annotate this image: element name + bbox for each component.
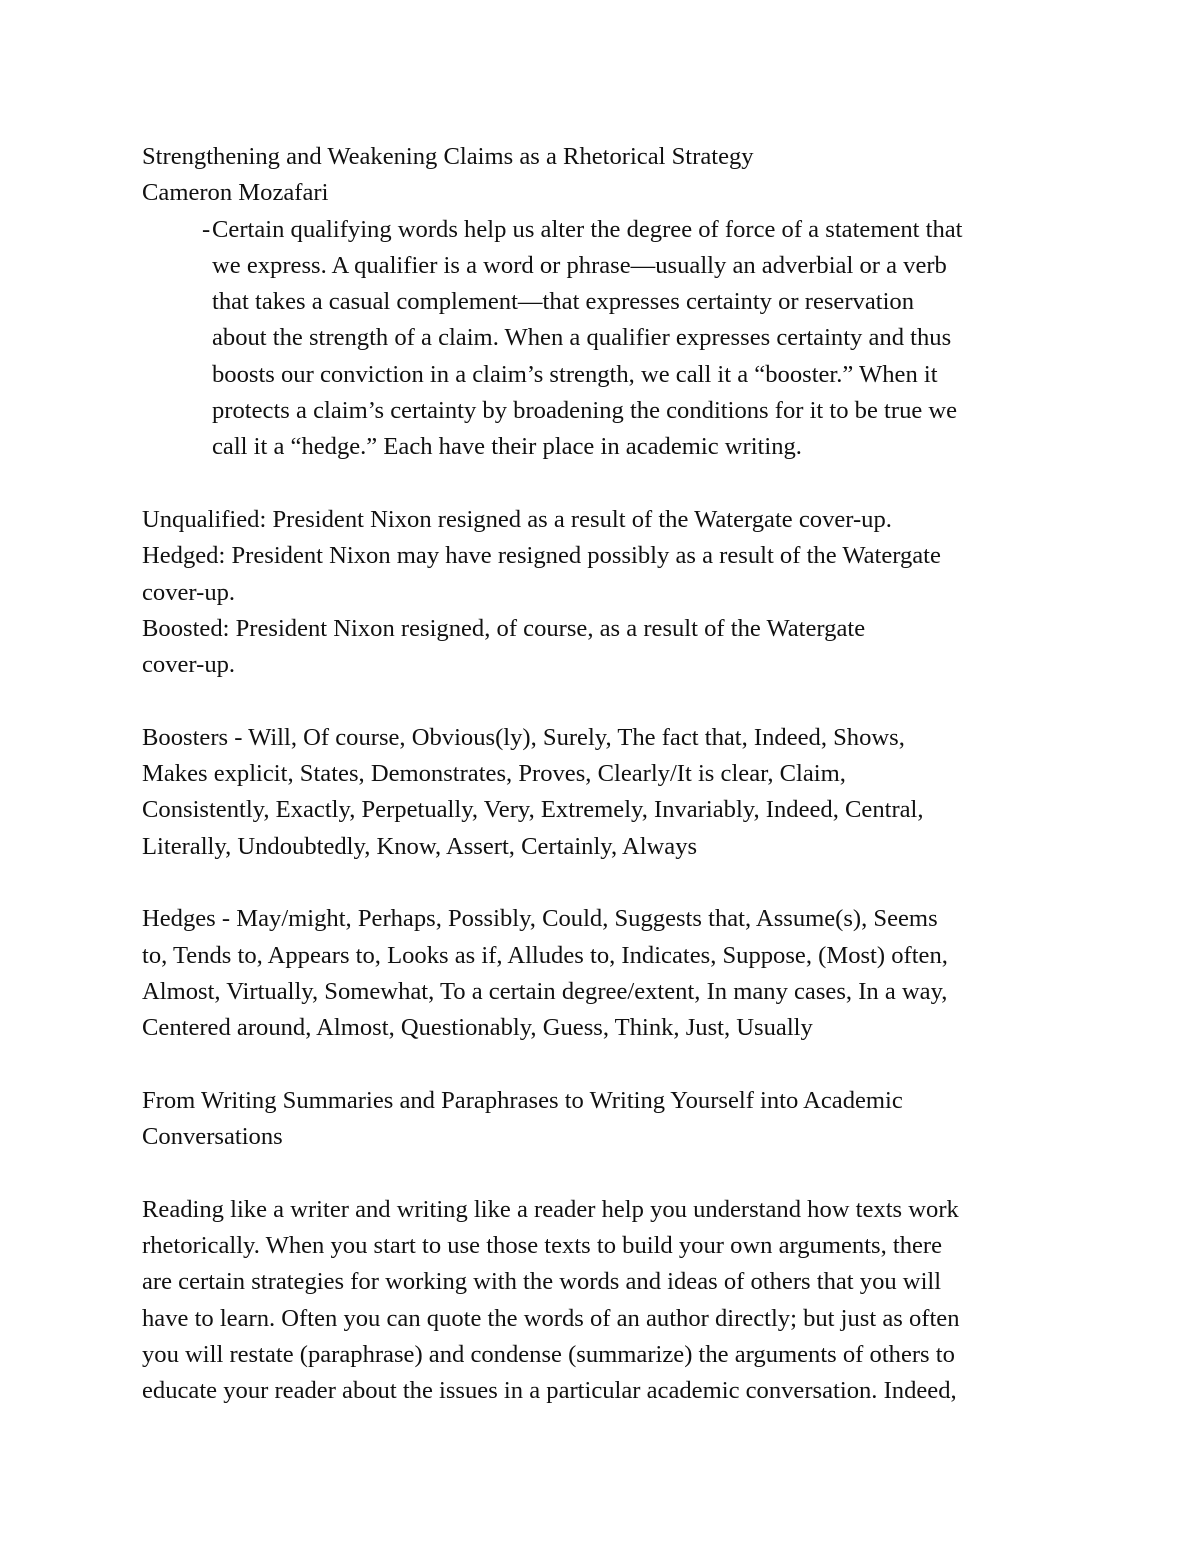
bullet-text xyxy=(212,212,1082,466)
document-author: Cameron Mozafari xyxy=(142,179,329,207)
paragraph-gap xyxy=(142,683,1082,719)
boosters-line: Makes explicit, States, Demonstrates, Proves, Clearly/It is clear, Claim, xyxy=(142,760,846,788)
body-line: rhetorically. When you start to use those texts to build your own arguments, there xyxy=(142,1231,943,1259)
example-hedged-cont: cover-up. xyxy=(142,578,236,606)
section-heading xyxy=(142,1083,1082,1156)
boosters-line: Literally, Undoubtedly, Know, Assert, Certainly, Always xyxy=(142,832,698,860)
document-page xyxy=(142,139,1082,1409)
hedges-line: Hedges - May/might, Perhaps, Possibly, Could, Suggests that, Assume(s), Seems xyxy=(142,905,938,933)
paragraph-gap xyxy=(142,865,1082,901)
bullet-line: that takes a casual complement—that expresses certainty or reservation xyxy=(212,288,915,316)
boosters-line: Boosters - Will, Of course, Obvious(ly), Surely, The fact that, Indeed, Shows, xyxy=(142,723,905,751)
bullet-line: protects a claim’s certainty by broadening the conditions for it to be true we xyxy=(212,397,958,425)
bullet-line: Certain qualifying words help us alter the degree of force of a statement that xyxy=(212,215,963,243)
section-heading-line: Conversations xyxy=(142,1123,283,1151)
body-line: educate your reader about the issues in a particular academic conversation. Indeed, xyxy=(142,1377,957,1405)
boosters-list xyxy=(142,720,1082,865)
examples-block xyxy=(142,502,1082,683)
hedges-list xyxy=(142,901,1082,1046)
body-line: have to learn. Often you can quote the words of an author directly; but just as often xyxy=(142,1304,960,1332)
paragraph-gap xyxy=(142,1155,1082,1191)
hedges-line: to, Tends to, Appears to, Looks as if, Alludes to, Indicates, Suppose, (Most) often, xyxy=(142,941,948,969)
example-unqualified: Unqualified: President Nixon resigned as a result of the Watergate cover-up. xyxy=(142,505,892,533)
example-hedged: Hedged: President Nixon may have resigned possibly as a result of the Watergate xyxy=(142,542,941,570)
example-boosted: Boosted: President Nixon resigned, of course, as a result of the Watergate xyxy=(142,614,866,642)
hedges-line: Centered around, Almost, Questionably, Guess, Think, Just, Usually xyxy=(142,1014,813,1042)
bullet-line: about the strength of a claim. When a qualifier expresses certainty and thus xyxy=(212,324,952,352)
qualifier-bullet xyxy=(142,212,1082,466)
bullet-line: boosts our conviction in a claim’s strength, we call it a “booster.” When it xyxy=(212,360,938,388)
boosters-line: Consistently, Exactly, Perpetually, Very, Extremely, Invariably, Indeed, Central, xyxy=(142,796,924,824)
bullet-line: we express. A qualifier is a word or phrase—usually an adverbial or a verb xyxy=(212,251,947,279)
example-boosted-cont: cover-up. xyxy=(142,651,236,679)
section-heading-line: From Writing Summaries and Paraphrases to Writing Yourself into Academic xyxy=(142,1086,903,1114)
paragraph-gap xyxy=(142,466,1082,502)
body-line: you will restate (paraphrase) and condense (summarize) the arguments of others to xyxy=(142,1340,955,1368)
section-body xyxy=(142,1192,1082,1410)
hedges-line: Almost, Virtually, Somewhat, To a certain degree/extent, In many cases, In a way, xyxy=(142,977,948,1005)
body-line: Reading like a writer and writing like a reader help you understand how texts work xyxy=(142,1195,959,1223)
body-line: are certain strategies for working with the words and ideas of others that you will xyxy=(142,1268,942,1296)
paragraph-gap xyxy=(142,1046,1082,1082)
bullet-line: call it a “hedge.” Each have their place in academic writing. xyxy=(212,433,802,461)
document-title: Strengthening and Weakening Claims as a Rhetorical Strategy xyxy=(142,143,754,170)
bullet-marker: - xyxy=(202,215,211,243)
